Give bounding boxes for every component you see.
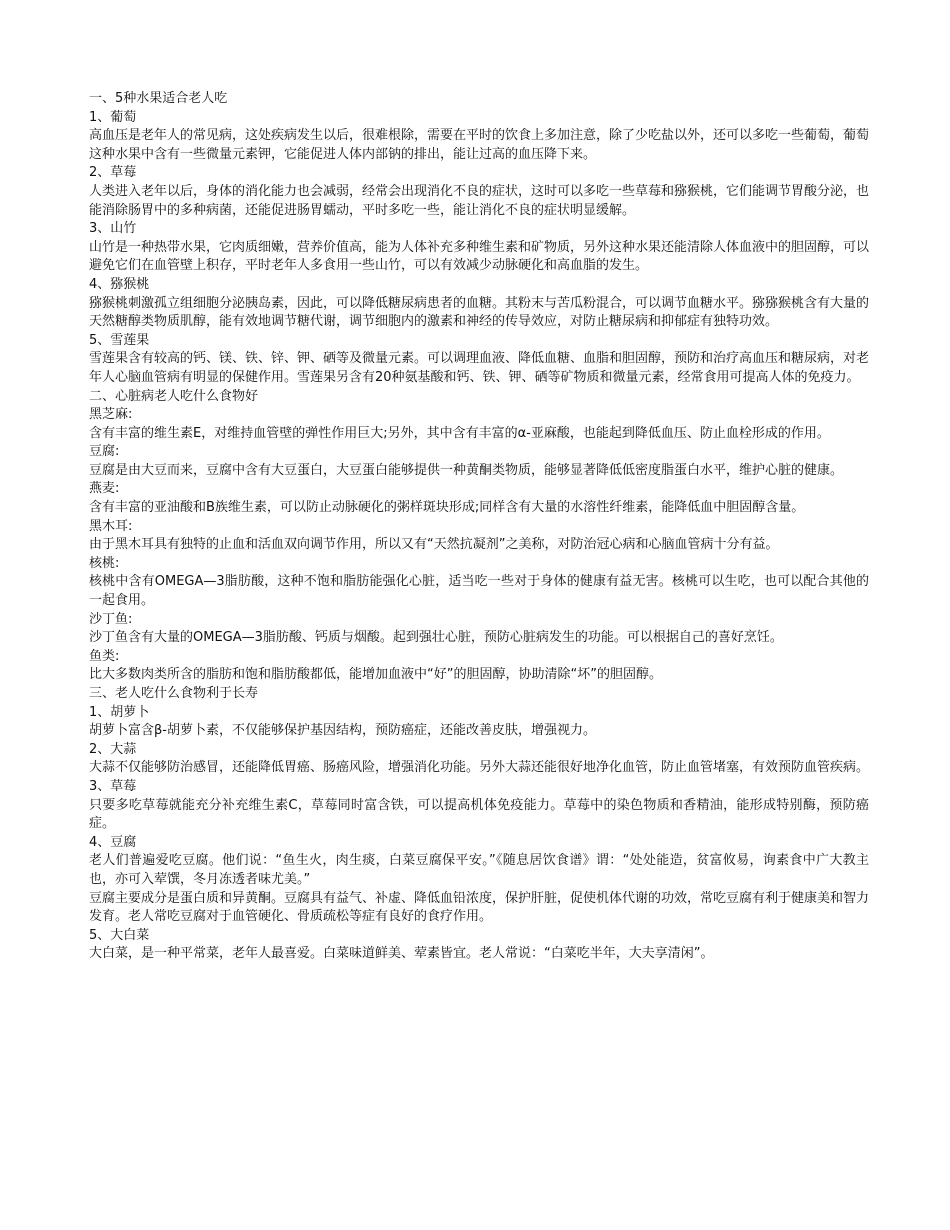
paragraph: 高血压是老年人的常见病，这处疾病发生以后，很难根除，需要在平时的饮食上多加注意，除了少吃盐以外，还可以多吃一些葡萄，葡萄这种水果中含有一些微量元素钾，它能促进人体内部钠的排出，能让过高的血压降下来。 — [89, 128, 870, 162]
item-heading: 1、胡萝卜 — [89, 704, 150, 720]
item-heading: 2、大蒜 — [89, 741, 137, 757]
paragraph: 山竹是一种热带水果，它肉质细嫩，营养价值高，能为人体补充多种维生素和矿物质，另外这种水果还能清除人体血液中的胆固醇，可以避免它们在血管壁上积存，平时老年人多食用一些山竹，可以有效减少动脉硬化和高血脂的发生。 — [89, 239, 870, 274]
paragraph: 老人们普遍爱吃豆腐。他们说：“鱼生火，肉生痰，白菜豆腐保平安。”《随息居饮食谱》谓：“处处能造，贫富攸易，询素食中广大教主也，亦可入荤馔，冬月冻透者味尤美。” — [89, 853, 869, 887]
item-heading: 1、葡萄 — [89, 109, 137, 125]
item-heading: 2、草莓 — [89, 165, 137, 181]
paragraph: 由于黑木耳具有独特的止血和活血双向调节作用，所以又有“天然抗凝剂”之美称，对防治冠心病和心脑血管病十分有益。 — [89, 537, 779, 553]
item-heading: 黑木耳: — [89, 518, 133, 534]
paragraph: 比大多数肉类所含的脂肪和饱和脂肪酸都低，能增加血液中“好”的胆固醇，协助清除“坏”的胆固醇。 — [89, 667, 662, 683]
paragraph: 雪莲果含有较高的钙、镁、铁、锌、钾、硒等及微量元素。可以调理血液、降低血糖、血脂和胆固醇，预防和治疗高血压和糖尿病，对老年人心脑血管病有明显的保健作用。雪莲果另含有20种氨基酸和钙、铁、钾、硒等矿物质和微量元素，经常食用可提高人体的免疫力。 — [89, 351, 870, 385]
paragraph: 含有丰富的亚油酸和B族维生素，可以防止动脉硬化的粥样斑块形成;同样含有大量的水溶性纤维素，能降低血中胆固醇含量。 — [89, 500, 805, 516]
paragraph: 含有丰富的维生素E，对维持血管壁的弹性作用巨大;另外，其中含有丰富的α-亚麻酸，也能起到降低血压、防止血栓形成的作用。 — [89, 425, 830, 441]
item-heading: 5、大白菜 — [89, 927, 150, 943]
item-heading: 鱼类: — [89, 648, 120, 664]
paragraph: 人类进入老年以后，身体的消化能力也会减弱，经常会出现消化不良的症状，这时可以多吃一些草莓和猕猴桃，它们能调节胃酸分泌，也能消除肠胃中的多种病菌，还能促进肠胃蠕动，平时多吃一些，能让消化不良的症状明显缓解。 — [89, 183, 870, 218]
paragraph: 猕猴桃刺激孤立组细胞分泌胰岛素，因此，可以降低糖尿病患者的血糖。其粉末与苦瓜粉混合，可以调节血糖水平。猕猕猴桃含有大量的天然糖醇类物质肌醇，能有效地调节糖代谢，调节细胞内的激素和神经的传导效应，对防止糖尿病和抑郁症有独特功效。 — [89, 295, 870, 330]
item-heading: 3、山竹 — [89, 221, 137, 237]
item-heading: 沙丁鱼: — [89, 611, 133, 627]
item-heading: 燕麦: — [89, 481, 120, 497]
item-heading: 核桃: — [89, 555, 120, 571]
section-heading: 一、5种水果适合老人吃 — [89, 91, 228, 106]
item-heading: 4、猕猴桃 — [89, 276, 150, 292]
item-heading: 黑芝麻: — [89, 407, 133, 423]
item-heading: 4、豆腐 — [89, 834, 137, 850]
document-body — [89, 90, 869, 964]
paragraph: 豆腐是由大豆而来，豆腐中含有大豆蛋白，大豆蛋白能够提供一种黄酮类物质，能够显著降低低密度脂蛋白水平，维护心脏的健康。 — [89, 462, 844, 478]
paragraph: 大蒜不仅能够防治感冒，还能降低胃癌、肠癌风险，增强消化功能。另外大蒜还能很好地净化血管，防止血管堵塞，有效预防血管疾病。 — [89, 760, 870, 776]
paragraph: 沙丁鱼含有大量的OMEGA—3脂肪酸、钙质与烟酸。起到强壮心脏，预防心脏病发生的功能。可以根据自己的喜好烹饪。 — [89, 630, 783, 646]
item-heading: 豆腐: — [89, 444, 120, 460]
paragraph: 豆腐主要成分是蛋白质和异黄酮。豆腐具有益气、补虚、降低血铅浓度，保护肝脏，促使机体代谢的功效，常吃豆腐有利于健康美和智力发育。老人常吃豆腐对于血管硬化、骨质疏松等症有良好的食疗作用。 — [89, 890, 870, 925]
item-heading: 3、草莓 — [89, 778, 137, 794]
section-heading: 二、心脏病老人吃什么食物好 — [89, 388, 259, 404]
section-heading: 三、老人吃什么食物利于长寿 — [89, 686, 259, 701]
paragraph: 大白菜，是一种平常菜，老年人最喜爱。白菜味道鲜美、荤素皆宜。老人常说：“白菜吃半年，大夫享清闲”。 — [89, 946, 714, 962]
item-heading: 5、雪莲果 — [89, 332, 150, 348]
paragraph: 胡萝卜富含β-胡萝卜素，不仅能够保护基因结构，预防癌症，还能改善皮肤，增强视力。 — [89, 723, 596, 739]
paragraph: 核桃中含有OMEGA—3脂肪酸，这种不饱和脂肪能强化心脏，适当吃一些对于身体的健康有益无害。核桃可以生吃，也可以配合其他的一起食用。 — [89, 574, 869, 609]
paragraph: 只要多吃草莓就能充分补充维生素C，草莓同时富含铁，可以提高机体免疫能力。草莓中的染色物质和香精油，能形成特别酶，预防癌症。 — [89, 797, 869, 832]
